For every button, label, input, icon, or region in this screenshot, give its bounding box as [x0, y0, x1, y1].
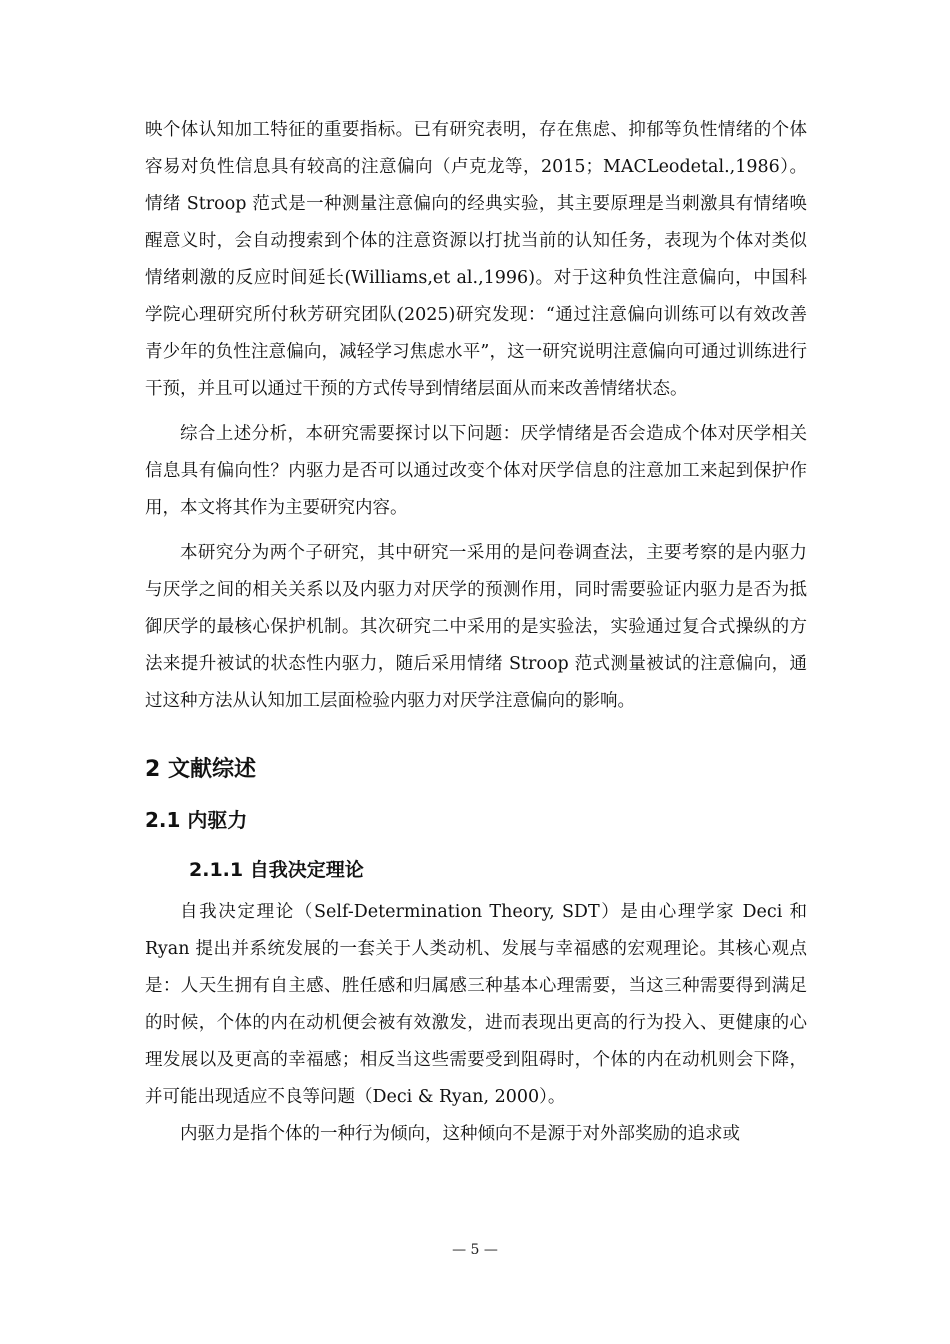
subsubsection-heading-2-1-1: 2.1.1 自我决定理论	[189, 859, 364, 881]
paragraph-intro-3: 本研究分为两个子研究，其中研究一采用的是问卷调查法，主要考察的是内驱力与厌学之间的相关关系以及内驱力对厌学的预测作用，同时需要验证内驱力是否为抵御厌学的最核心保护机制。其次研究二中采用的是实验法，实验通过复合式操纵的方法来提升被试的状态性内驱力，随后采用情绪 Stroop 范式测量被试的注意偏向，通过这种方法从认知加工层面检验内驱力对厌学注意偏向的影响。	[145, 543, 807, 711]
subsection-heading-2-1: 2.1 内驱力	[145, 808, 248, 832]
paragraph-intro-2: 综合上述分析，本研究需要探讨以下问题：厌学情绪是否会造成个体对厌学相关信息具有偏向性？内驱力是否可以通过改变个体对厌学信息的注意加工来起到保护作用，本文将其作为主要研究内容。	[145, 424, 807, 518]
paragraph-intro-1: 映个体认知加工特征的重要指标。已有研究表明，存在焦虑、抑郁等负性情绪的个体容易对负性信息具有较高的注意偏向（卢克龙等，2015；MACLeodetal.,1986）。情绪 Stroop 范式是一种测量注意偏向的经典实验，其主要原理是当刺激具有情绪唤醒意义时，会自动搜索到个体的注意资源以打扰当前的认知任务，表现为个体对类似情绪刺激的反应时间延长(Williams,et al.,1996)。对于这种负性注意偏向，中国科学院心理研究所付秋芳研究团队(2025)研究发现：“通过注意偏向训练可以有效改善青少年的负性注意偏向，减轻学习焦虑水平”，这一研究说明注意偏向可通过训练进行干预，并且可以通过干预的方式传导到情绪层面从而来改善情绪状态。	[145, 120, 807, 399]
section-heading-2: 2 文献综述	[145, 757, 256, 782]
page-number: — 5 —	[452, 1242, 498, 1258]
paragraph-drive: 内驱力是指个体的一种行为倾向，这种倾向不是源于对外部奖励的追求或	[180, 1124, 740, 1144]
paragraph-sdt: 自我决定理论（Self-Determination Theory, SDT）是由心理学家 Deci 和 Ryan 提出并系统发展的一套关于人类动机、发展与幸福感的宏观理论。其核心观点是：人天生拥有自主感、胜任感和归属感三种基本心理需要，当这三种需要得到满足的时候，个体的内在动机便会被有效激发，进而表现出更高的行为投入、更健康的心理发展以及更高的幸福感；相反当这些需要受到阻碍时，个体的内在动机则会下降，并可能出现适应不良等问题（Deci & Ryan, 2000）。	[145, 902, 807, 1107]
page-content	[145, 112, 807, 1153]
